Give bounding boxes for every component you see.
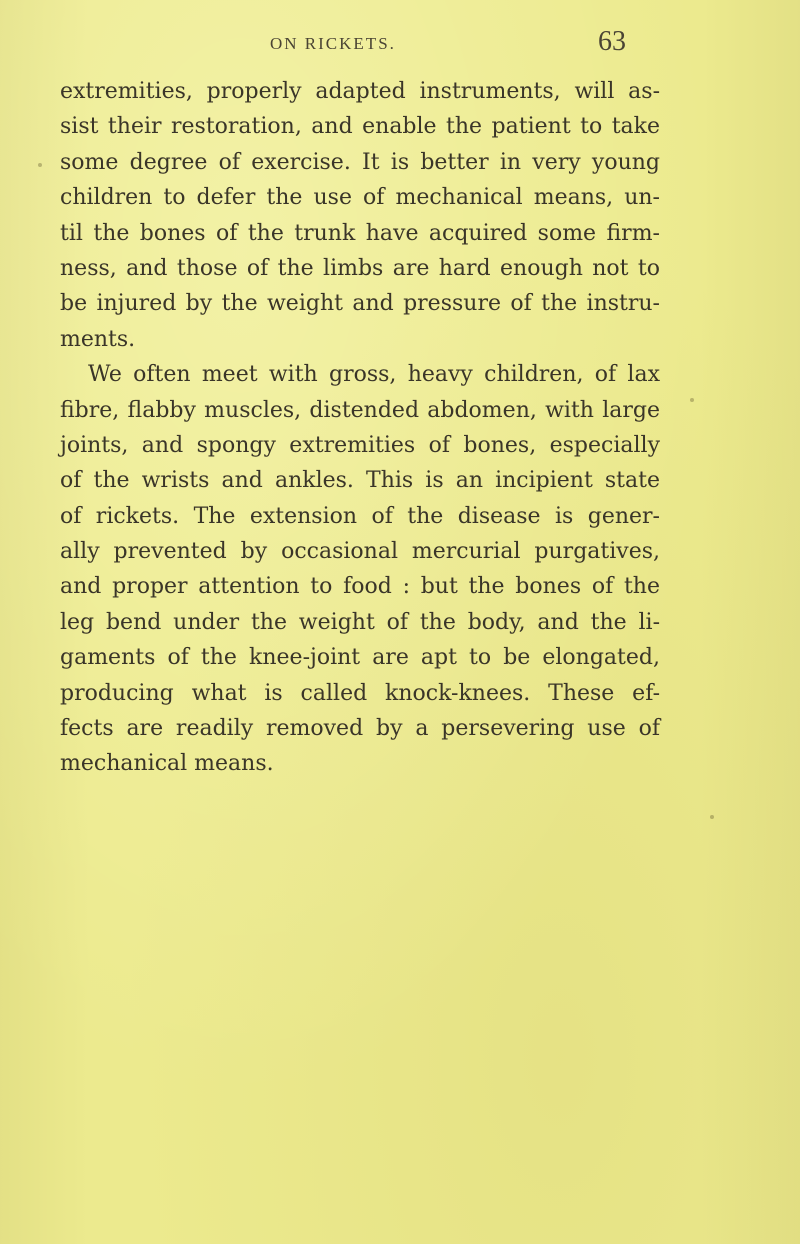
text-line: til the bones of the trunk have acquired some firm-: [60, 220, 660, 246]
text-line: fibre, flabby muscles, distended abdomen, with large: [60, 397, 660, 423]
paper-speck: [38, 163, 42, 167]
paragraph-2: [60, 357, 660, 782]
paragraph-1: [60, 74, 660, 357]
text-line: and proper attention to food : but the bones of the: [60, 574, 660, 600]
text-line: joints, and spongy extremities of bones, especially: [60, 432, 660, 458]
body-text: [60, 74, 660, 782]
text-line: mechanical means.: [60, 751, 274, 777]
text-line: leg bend under the weight of the body, and the li-: [60, 609, 660, 635]
text-line: of the wrists and ankles. This is an incipient state: [60, 468, 660, 494]
running-head: [0, 26, 800, 58]
text-line: some degree of exercise. It is better in very young: [60, 149, 660, 175]
text-line: ness, and those of the limbs are hard enough not to: [60, 255, 660, 281]
text-line: extremities, properly adapted instruments, will as-: [60, 79, 660, 104]
running-title: ON RICKETS.: [270, 34, 396, 53]
paper-speck: [690, 398, 694, 402]
text-line: producing what is called knock-knees. These ef-: [60, 680, 660, 706]
text-line: ally prevented by occasional mercurial purgatives,: [60, 539, 660, 565]
text-line: be injured by the weight and pressure of the instru-: [60, 291, 660, 317]
text-line: ments.: [60, 326, 136, 352]
text-line: sist their restoration, and enable the patient to take: [60, 114, 660, 140]
text-line: We often meet with gross, heavy children, of lax: [88, 362, 660, 388]
text-line: children to defer the use of mechanical means, un-: [60, 185, 660, 211]
text-line: gaments of the knee-joint are apt to be elongated,: [60, 645, 660, 671]
text-line: of rickets. The extension of the disease is gener-: [60, 503, 660, 529]
text-line: fects are readily removed by a persevering use of: [60, 716, 660, 742]
page-number: 63: [598, 26, 626, 57]
paper-speck: [710, 815, 714, 819]
